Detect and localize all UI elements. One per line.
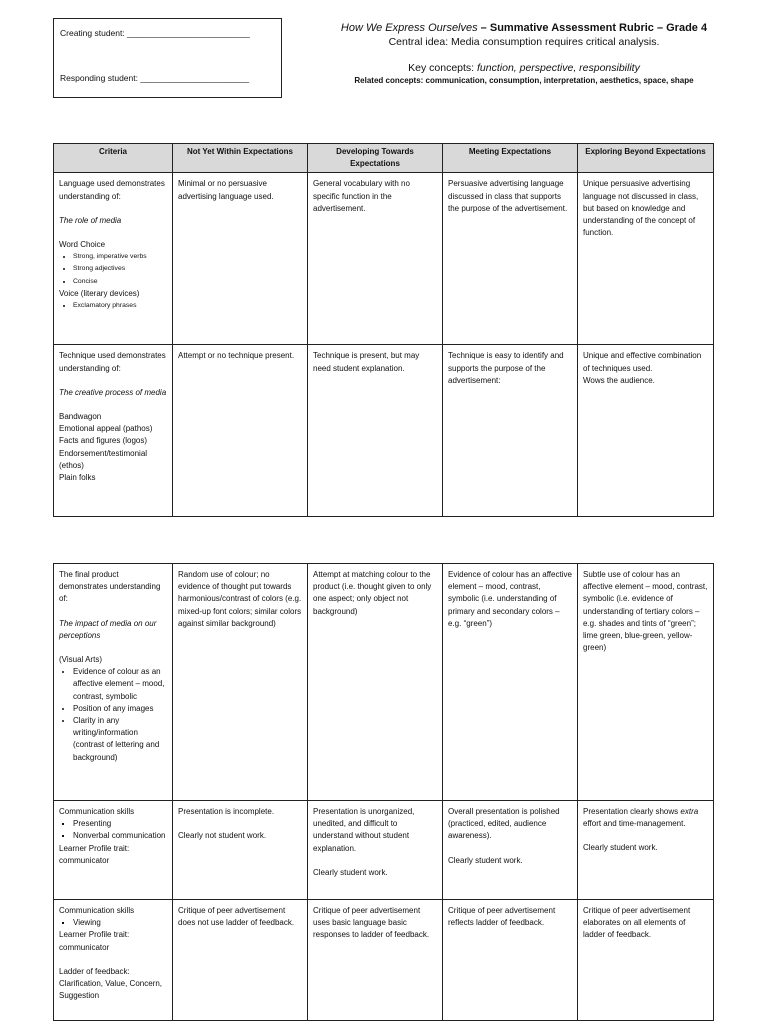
criteria-cell: The final product demonstrates understanding of: The impact of media on our perceptions (Visual Arts) • Evidence of colour as an affective element – mood, contrast, symbolic • Position of any images • Clarity in any writing/information (contrast of lettering and background) bbox=[54, 564, 173, 801]
rubric-table-1 bbox=[53, 143, 714, 517]
list-item: • Concise bbox=[73, 276, 168, 288]
criteria-cell: Communication skills ▪ Presenting ▪ Nonverbal communication Learner Profile trait: communicator bbox=[54, 801, 173, 900]
not-yet-cell: Random use of colour; no evidence of thought put towards harmonious/contrast of colors (e.g. mixed-up font colors; similar colors against similar background) bbox=[173, 564, 308, 801]
exploring-cell: Presentation clearly shows extra effort and time-management. Clearly student work. bbox=[578, 801, 714, 900]
responding-student-line: Responding student: _______________________ bbox=[60, 73, 250, 83]
table-row bbox=[54, 801, 714, 900]
col-developing: Developing Towards Expectations bbox=[308, 144, 443, 173]
not-yet-cell: Attempt or no technique present. bbox=[173, 345, 308, 517]
exploring-cell: Critique of peer advertisement elaborates on all elements of ladder of feedback. bbox=[578, 900, 714, 1021]
meeting-cell: Evidence of colour has an affective element – mood, contrast, symbolic (i.e. understanding of primary and secondary colors – e.g. “green”) bbox=[443, 564, 578, 801]
col-meeting: Meeting Expectations bbox=[443, 144, 578, 173]
rubric-table-2 bbox=[53, 563, 714, 1021]
meeting-cell: Technique is easy to identify and supports the purpose of the advertisement: bbox=[443, 345, 578, 517]
list-item: ▪ Nonverbal communication bbox=[73, 830, 168, 842]
list-item: • Strong adjectives bbox=[73, 263, 168, 275]
list-item: • Strong, imperative verbs bbox=[73, 251, 168, 263]
table-row bbox=[54, 345, 714, 517]
list-item: ▪ Viewing bbox=[73, 917, 168, 929]
related-concepts: Related concepts: communication, consumption, interpretation, aesthetics, space, shape bbox=[354, 76, 694, 85]
list-item: • Evidence of colour as an affective element – mood, contrast, symbolic bbox=[73, 666, 168, 703]
page-title: How We Express Ourselves – Summative Assessment Rubric – Grade 4 bbox=[340, 22, 708, 34]
meeting-cell: Overall presentation is polished (practiced, edited, audience awareness). Clearly student work. bbox=[443, 801, 578, 900]
col-not-yet: Not Yet Within Expectations bbox=[173, 144, 308, 173]
criteria-cell: Technique used demonstrates understanding of: The creative process of media Bandwagon Emotional appeal (pathos) Facts and figures (logos) Endorsement/testimonial (ethos) Plain folks bbox=[54, 345, 173, 517]
exploring-cell: Subtle use of colour has an affective element – mood, contrast, symbolic (i.e. evidence of understanding of tertiary colors – e.g. shades and tints of “green”; lime green, blue-green, yellow-green) bbox=[578, 564, 714, 801]
list-item: • Exclamatory phrases bbox=[73, 300, 168, 312]
table-header-row bbox=[54, 144, 714, 173]
exploring-cell: Unique and effective combination of techniques used. Wows the audience. bbox=[578, 345, 714, 517]
col-criteria: Criteria bbox=[54, 144, 173, 173]
table-row bbox=[54, 173, 714, 345]
key-concepts: Key concepts: function, perspective, responsibility bbox=[408, 62, 640, 74]
student-name-box bbox=[53, 18, 282, 98]
criteria-cell: Communication skills ▪ Viewing Learner Profile trait: communicator Ladder of feedback: Clarification, Value, Concern, Suggestion bbox=[54, 900, 173, 1021]
table-row bbox=[54, 900, 714, 1021]
developing-cell: General vocabulary with no specific function in the advertisement. bbox=[308, 173, 443, 345]
developing-cell: Critique of peer advertisement uses basic language basic responses to ladder of feedback. bbox=[308, 900, 443, 1021]
criteria-cell: Language used demonstrates understanding of: The role of media Word Choice • Strong, imperative verbs • Strong adjectives • Concise Voice (literary devices) • Exclamatory phrases bbox=[54, 173, 173, 345]
meeting-cell: Persuasive advertising language discussed in class that supports the purpose of the advertisement. bbox=[443, 173, 578, 345]
meeting-cell: Critique of peer advertisement reflects ladder of feedback. bbox=[443, 900, 578, 1021]
not-yet-cell: Minimal or no persuasive advertising language used. bbox=[173, 173, 308, 345]
table-row bbox=[54, 564, 714, 801]
list-item: ▪ Presenting bbox=[73, 818, 168, 830]
not-yet-cell: Critique of peer advertisement does not use ladder of feedback. bbox=[173, 900, 308, 1021]
developing-cell: Technique is present, but may need student explanation. bbox=[308, 345, 443, 517]
not-yet-cell: Presentation is incomplete. Clearly not student work. bbox=[173, 801, 308, 900]
creating-student-line: Creating student: __________________________ bbox=[60, 28, 251, 38]
exploring-cell: Unique persuasive advertising language not discussed in class, but based on knowledge and understanding of the concept of function. bbox=[578, 173, 714, 345]
list-item: • Clarity in any writing/information (contrast of lettering and background) bbox=[73, 715, 168, 764]
col-exploring: Exploring Beyond Expectations bbox=[578, 144, 714, 173]
developing-cell: Attempt at matching colour to the product (i.e. thought given to only one aspect; only object not background) bbox=[308, 564, 443, 801]
developing-cell: Presentation is unorganized, unedited, and difficult to understand without student explanation. Clearly student work. bbox=[308, 801, 443, 900]
list-item: • Position of any images bbox=[73, 703, 168, 715]
central-idea: Central idea: Media consumption requires critical analysis. bbox=[388, 36, 660, 48]
document-header bbox=[300, 22, 748, 85]
